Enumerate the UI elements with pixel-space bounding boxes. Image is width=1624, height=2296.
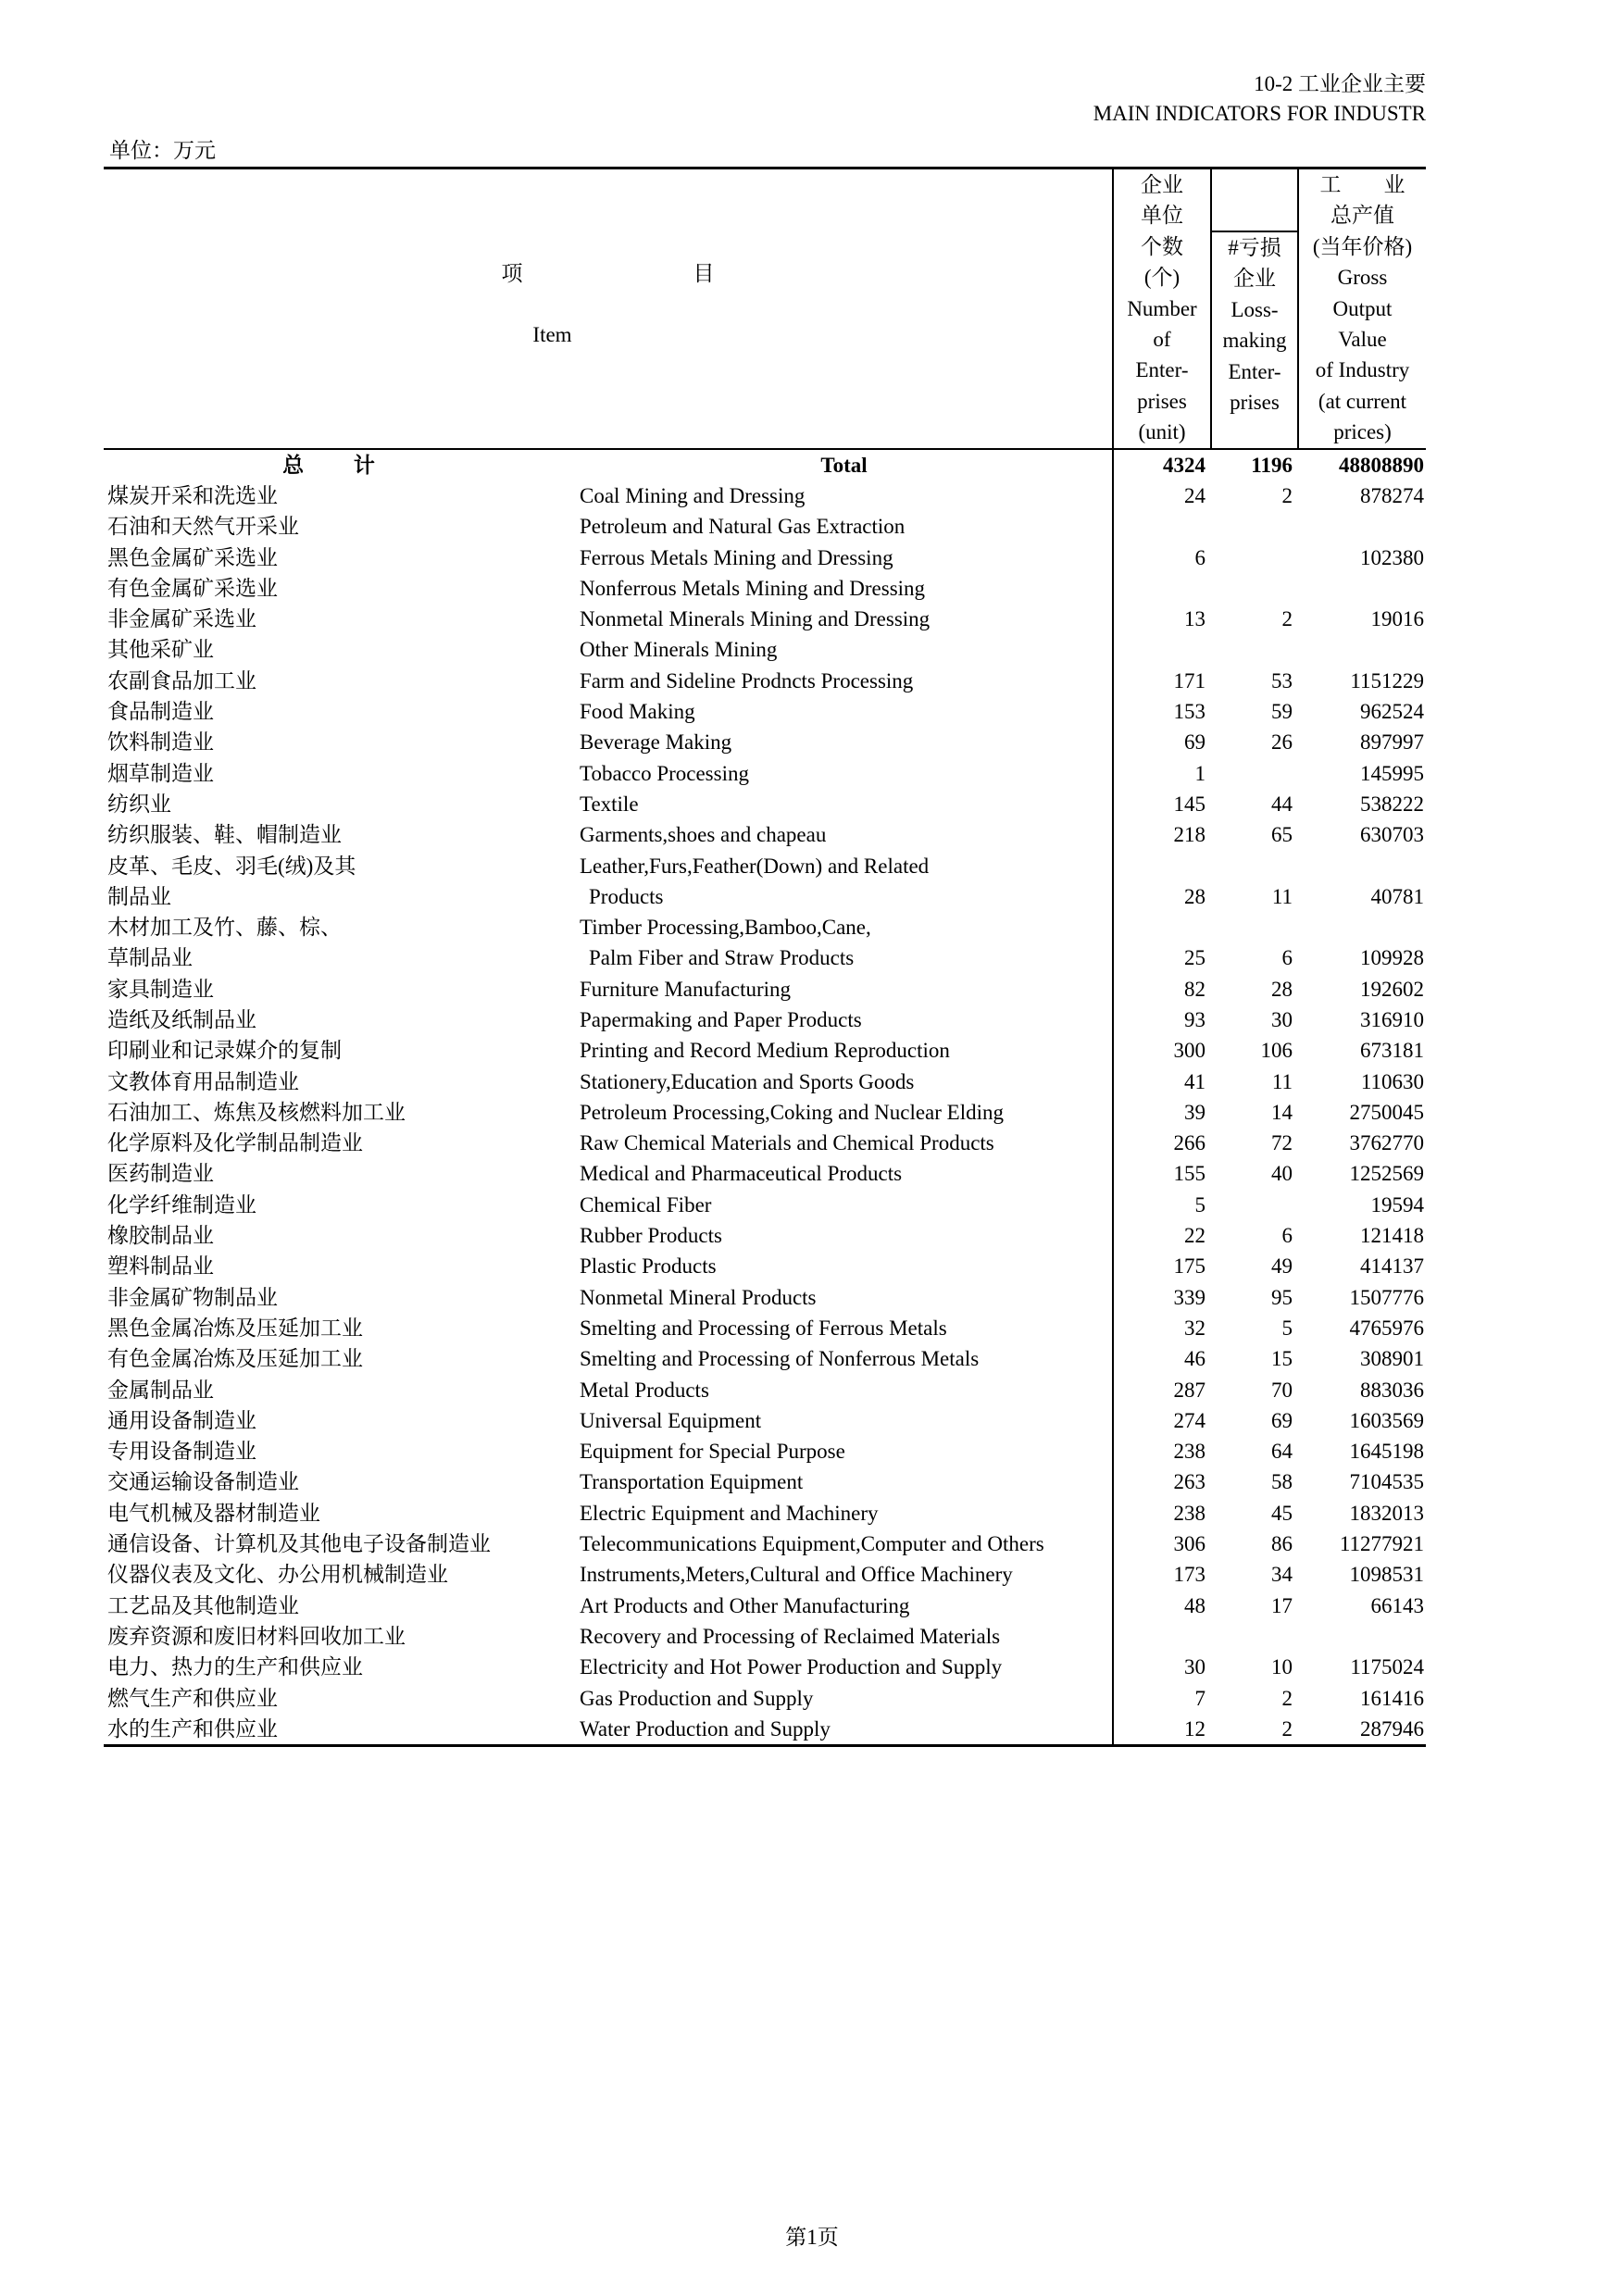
row-item-cn: 文教体育用品制造业 — [107, 1069, 299, 1093]
row-item-en: Chemical Fiber — [576, 1190, 1113, 1220]
header-gross-output-line: (当年价格) — [1312, 234, 1413, 258]
row-loss-making: 5 — [1281, 1316, 1293, 1340]
table-row — [104, 789, 1426, 819]
header-loss-making-line: #亏损 — [1228, 236, 1281, 259]
row-item-en: Recovery and Processing of Reclaimed Materials — [576, 1621, 1113, 1652]
row-gross-output: 1098531 — [1349, 1563, 1424, 1587]
row-item-cn: 电力、热力的生产和供应业 — [107, 1655, 363, 1679]
header-loss-making — [1211, 168, 1298, 449]
row-enterprises: 4324 — [1163, 453, 1206, 477]
row-loss-making: 11 — [1271, 1069, 1293, 1093]
row-item-en: Electric Equipment and Machinery — [576, 1498, 1113, 1529]
row-gross-output: 161416 — [1360, 1686, 1424, 1710]
row-enterprises: 263 — [1173, 1470, 1206, 1494]
row-item-cn: 化学原料及化学制品制造业 — [107, 1131, 363, 1155]
row-item-en: Palm Fiber and Straw Products — [576, 942, 1113, 973]
row-gross-output: 110630 — [1360, 1069, 1424, 1093]
row-loss-making: 2 — [1281, 1686, 1293, 1710]
row-enterprises: 175 — [1173, 1254, 1206, 1279]
row-enterprises: 155 — [1173, 1162, 1206, 1186]
row-gross-output: 3762770 — [1349, 1131, 1424, 1155]
row-item-en: Art Products and Other Manufacturing — [576, 1591, 1113, 1621]
row-loss-making: 15 — [1271, 1347, 1293, 1371]
header-gross-output-line: 总产值 — [1330, 204, 1394, 228]
row-gross-output: 287946 — [1298, 1714, 1426, 1746]
row-loss-making: 40 — [1271, 1162, 1293, 1186]
row-loss-making: 2 — [1281, 483, 1293, 507]
header-item — [104, 168, 1113, 449]
row-gross-output: 19594 — [1370, 1192, 1424, 1217]
table-row — [104, 1498, 1426, 1529]
row-enterprises — [1113, 1621, 1211, 1652]
row-loss-making: 28 — [1271, 977, 1293, 1001]
row-loss-making: 65 — [1271, 823, 1293, 847]
row-gross-output: 1507776 — [1349, 1285, 1424, 1309]
row-item-cn: 纺织服装、鞋、帽制造业 — [107, 823, 342, 847]
row-gross-output: 11277921 — [1339, 1532, 1424, 1556]
row-item-en: Medical and Pharmaceutical Products — [576, 1158, 1113, 1189]
header-gross-output-line: of Industry — [1315, 358, 1410, 382]
row-item-en: Transportation Equipment — [576, 1466, 1113, 1497]
row-enterprises: 12 — [1113, 1714, 1211, 1746]
row-loss-making: 59 — [1271, 700, 1293, 724]
indicators-table — [104, 167, 1426, 1747]
table-row — [104, 511, 1426, 542]
row-item-en: Printing and Record Medium Reproduction — [576, 1035, 1113, 1066]
row-loss-making — [1211, 912, 1298, 942]
header-gross-output-line: (at current — [1318, 389, 1407, 413]
table-row — [104, 604, 1426, 634]
header-loss-making-line: Loss- — [1230, 297, 1279, 321]
header-enterprises-line: (unit) — [1138, 420, 1186, 444]
row-gross-output: 673181 — [1360, 1039, 1424, 1063]
table-row — [104, 666, 1426, 696]
row-item-en: Metal Products — [576, 1375, 1113, 1405]
row-loss-making: 11 — [1271, 884, 1293, 908]
row-loss-making: 1196 — [1251, 453, 1293, 477]
table-row — [104, 1313, 1426, 1343]
row-item-cn: 黑色金属冶炼及压延加工业 — [107, 1316, 363, 1340]
table-row — [104, 1343, 1426, 1374]
row-enterprises: 48 — [1184, 1593, 1206, 1617]
row-item-cn: 通用设备制造业 — [107, 1408, 256, 1432]
row-loss-making — [1211, 758, 1298, 789]
row-enterprises: 22 — [1184, 1224, 1206, 1248]
row-gross-output: 66143 — [1370, 1593, 1424, 1617]
row-gross-output: 1252569 — [1349, 1162, 1424, 1186]
row-enterprises: 93 — [1184, 1008, 1206, 1031]
header-loss-making-line: Enter- — [1228, 359, 1281, 383]
row-gross-output: 1645198 — [1349, 1440, 1424, 1464]
table-row — [104, 912, 1426, 942]
table-row — [104, 942, 1426, 973]
table-row — [104, 1591, 1426, 1621]
row-enterprises: 13 — [1184, 607, 1206, 631]
header-loss-making-line: prises — [1230, 391, 1280, 415]
row-item-cn: 纺织业 — [107, 792, 171, 816]
table-row — [104, 1251, 1426, 1281]
row-enterprises — [1113, 851, 1211, 881]
row-item-en: Rubber Products — [576, 1220, 1113, 1251]
total-row — [104, 449, 1426, 480]
row-enterprises: 171 — [1173, 668, 1206, 693]
table-row — [104, 1035, 1426, 1066]
header-enterprises-line: of — [1153, 328, 1171, 352]
header-enterprises-line: 个数 — [1141, 234, 1183, 258]
header-enterprises-line: Number — [1127, 296, 1197, 320]
row-loss-making: 106 — [1260, 1039, 1293, 1063]
row-item-en: Other Minerals Mining — [576, 634, 1113, 665]
table-row — [104, 573, 1426, 604]
row-enterprises: 173 — [1173, 1563, 1206, 1587]
row-loss-making: 49 — [1271, 1254, 1293, 1279]
row-item-cn: 石油加工、炼焦及核燃料加工业 — [107, 1100, 406, 1124]
row-item-en: Farm and Sideline Prodncts Processing — [576, 666, 1113, 696]
row-loss-making: 44 — [1271, 792, 1293, 816]
table-row — [104, 1220, 1426, 1251]
row-item-cn: 橡胶制品业 — [107, 1224, 214, 1248]
row-gross-output: 121418 — [1360, 1224, 1424, 1248]
row-gross-output: 40781 — [1370, 884, 1424, 908]
header-gross-output-line: Value — [1338, 328, 1387, 352]
table-row — [104, 1683, 1426, 1714]
row-item-cn: 有色金属矿采选业 — [107, 576, 278, 600]
row-item-cn: 有色金属冶炼及压延加工业 — [107, 1347, 363, 1371]
row-item-cn: 医药制造业 — [107, 1162, 214, 1186]
row-gross-output: 878274 — [1360, 483, 1424, 507]
row-enterprises: 46 — [1184, 1347, 1206, 1371]
row-item-en: Products — [576, 881, 1113, 912]
row-loss-making: 6 — [1281, 1224, 1293, 1248]
row-item-cn: 石油和天然气开采业 — [107, 515, 299, 539]
row-item-en: Equipment for Special Purpose — [576, 1436, 1113, 1466]
table-row — [104, 727, 1426, 757]
row-gross-output: 308901 — [1360, 1347, 1424, 1371]
row-enterprises: 145 — [1173, 792, 1206, 816]
row-item-cn: 家具制造业 — [107, 977, 214, 1001]
table-row — [104, 1405, 1426, 1436]
row-gross-output: 630703 — [1360, 823, 1424, 847]
row-gross-output: 145995 — [1360, 761, 1424, 785]
row-item-cn: 通信设备、计算机及其他电子设备制造业 — [107, 1532, 491, 1556]
row-enterprises: 7 — [1194, 1686, 1206, 1710]
row-item-cn: 煤炭开采和洗选业 — [107, 483, 278, 507]
row-enterprises — [1113, 634, 1211, 665]
table-row — [104, 1158, 1426, 1189]
row-item-en: Nonmetal Minerals Mining and Dressing — [576, 604, 1113, 634]
table-row — [104, 634, 1426, 665]
table-row — [104, 1621, 1426, 1652]
row-gross-output: 883036 — [1360, 1378, 1424, 1402]
row-item-en: Garments,shoes and chapeau — [576, 819, 1113, 850]
row-gross-output — [1298, 511, 1426, 542]
row-item-cn: 工艺品及其他制造业 — [107, 1593, 299, 1617]
row-item-cn: 总 计 — [282, 453, 397, 477]
row-item-en: Electricity and Hot Power Production and Supply — [576, 1652, 1113, 1682]
row-item-en: Food Making — [576, 696, 1113, 727]
row-loss-making: 45 — [1271, 1501, 1293, 1525]
row-item-en: Raw Chemical Materials and Chemical Products — [576, 1128, 1113, 1158]
row-item-cn: 食品制造业 — [107, 700, 214, 724]
row-gross-output: 102380 — [1360, 545, 1424, 569]
row-gross-output: 48808890 — [1339, 453, 1424, 477]
row-gross-output: 19016 — [1370, 607, 1424, 631]
row-item-cn: 皮革、毛皮、羽毛(绒)及其 — [107, 854, 356, 878]
row-item-cn: 造纸及纸制品业 — [107, 1008, 256, 1031]
row-enterprises — [1113, 573, 1211, 604]
row-gross-output: 538222 — [1360, 792, 1424, 816]
row-enterprises: 266 — [1173, 1131, 1206, 1155]
row-loss-making: 69 — [1271, 1408, 1293, 1432]
table-row — [104, 1128, 1426, 1158]
table-row — [104, 974, 1426, 1004]
header-gross-output — [1298, 168, 1426, 449]
row-gross-output: 1603569 — [1349, 1408, 1424, 1432]
row-loss-making: 58 — [1271, 1470, 1293, 1494]
row-item-en: Total — [576, 449, 1113, 480]
row-item-cn: 草制品业 — [107, 946, 193, 970]
table-row — [104, 1436, 1426, 1466]
table-row — [104, 758, 1426, 789]
header-enterprises-line: Enter- — [1135, 358, 1189, 382]
row-gross-output: 414137 — [1360, 1254, 1424, 1279]
statistical-table-sheet — [104, 67, 1426, 2196]
row-item-cn: 水的生产和供应业 — [104, 1714, 576, 1746]
row-loss-making — [1211, 634, 1298, 665]
row-loss-making: 17 — [1271, 1593, 1293, 1617]
row-enterprises — [1113, 912, 1211, 942]
unit-label: 单位：万元 — [109, 139, 216, 162]
row-item-cn: 木材加工及竹、藤、棕、 — [107, 916, 342, 940]
row-enterprises: 300 — [1173, 1039, 1206, 1063]
header-enterprises-line: (个) — [1143, 266, 1181, 290]
row-item-cn: 农副食品加工业 — [107, 668, 256, 693]
row-enterprises: 69 — [1184, 730, 1206, 755]
row-gross-output — [1298, 851, 1426, 881]
row-gross-output: 897997 — [1360, 730, 1424, 755]
row-loss-making: 6 — [1281, 946, 1293, 970]
row-gross-output: 316910 — [1360, 1008, 1424, 1031]
row-gross-output: 1175024 — [1350, 1655, 1424, 1679]
row-item-en: Instruments,Meters,Cultural and Office Machinery — [576, 1559, 1113, 1590]
row-enterprises: 274 — [1173, 1408, 1206, 1432]
row-loss-making — [1211, 511, 1298, 542]
table-row — [104, 696, 1426, 727]
table-row — [104, 543, 1426, 573]
row-enterprises: 5 — [1194, 1192, 1206, 1217]
row-loss-making: 53 — [1271, 668, 1293, 693]
row-item-cn: 专用设备制造业 — [107, 1440, 256, 1464]
row-item-en: Petroleum Processing,Coking and Nuclear Elding — [576, 1097, 1113, 1128]
row-item-cn: 印刷业和记录媒介的复制 — [107, 1039, 342, 1063]
row-enterprises: 218 — [1173, 823, 1206, 847]
table-row — [104, 1097, 1426, 1128]
row-item-en: Ferrous Metals Mining and Dressing — [576, 543, 1113, 573]
row-enterprises: 306 — [1173, 1532, 1206, 1556]
row-gross-output — [1298, 634, 1426, 665]
row-item-cn: 非金属矿物制品业 — [107, 1285, 278, 1309]
row-item-cn: 塑料制品业 — [107, 1254, 214, 1279]
row-gross-output: 962524 — [1360, 700, 1424, 724]
row-enterprises: 39 — [1184, 1100, 1206, 1124]
row-loss-making — [1211, 851, 1298, 881]
row-enterprises: 30 — [1184, 1655, 1206, 1679]
row-enterprises: 82 — [1184, 977, 1206, 1001]
table-row — [104, 881, 1426, 912]
row-loss-making: 70 — [1271, 1378, 1293, 1402]
table-row — [104, 1466, 1426, 1497]
row-item-en: Tobacco Processing — [576, 758, 1113, 789]
row-item-en: Smelting and Processing of Nonferrous Metals — [576, 1343, 1113, 1374]
row-enterprises: 1 — [1194, 761, 1206, 785]
row-enterprises: 153 — [1173, 700, 1206, 724]
row-item-cn: 饮料制造业 — [107, 730, 214, 755]
table-row — [104, 1652, 1426, 1682]
row-item-cn: 黑色金属矿采选业 — [107, 545, 278, 569]
row-loss-making — [1211, 543, 1298, 573]
row-enterprises — [1113, 511, 1211, 542]
row-item-cn: 电气机械及器材制造业 — [107, 1501, 320, 1525]
row-loss-making: 64 — [1271, 1440, 1293, 1464]
header-item-cn: 项 目 — [501, 262, 715, 285]
table-row — [104, 851, 1426, 881]
table-title-en: MAIN INDICATORS FOR INDUSTR — [1093, 102, 1426, 125]
row-enterprises: 6 — [1194, 545, 1206, 569]
page-footer: 第1页 — [785, 2226, 839, 2249]
row-item-cn: 其他采矿业 — [107, 638, 214, 662]
row-enterprises: 287 — [1173, 1378, 1206, 1402]
row-item-en: Petroleum and Natural Gas Extraction — [576, 511, 1113, 542]
row-loss-making: 2 — [1211, 1714, 1298, 1746]
row-loss-making: 26 — [1271, 730, 1293, 755]
row-item-cn: 废弃资源和废旧材料回收加工业 — [107, 1624, 406, 1648]
row-item-en: Smelting and Processing of Ferrous Metals — [576, 1313, 1113, 1343]
row-enterprises: 25 — [1184, 946, 1206, 970]
row-enterprises: 24 — [1184, 483, 1206, 507]
row-loss-making: 95 — [1271, 1285, 1293, 1309]
header-enterprises-line: 企业 — [1141, 173, 1183, 196]
row-item-en: Plastic Products — [576, 1251, 1113, 1281]
header-gross-output-line: 工 业 — [1319, 173, 1405, 196]
row-loss-making — [1211, 1190, 1298, 1220]
row-gross-output — [1298, 912, 1426, 942]
row-loss-making: 72 — [1271, 1131, 1293, 1155]
row-gross-output: 1151229 — [1350, 668, 1424, 693]
row-enterprises: 41 — [1184, 1069, 1206, 1093]
row-enterprises: 339 — [1173, 1285, 1206, 1309]
row-item-en: Water Production and Supply — [576, 1714, 1113, 1746]
row-loss-making: 34 — [1271, 1563, 1293, 1587]
row-item-en: Stationery,Education and Sports Goods — [576, 1067, 1113, 1097]
table-row — [104, 480, 1426, 511]
header-loss-making-line: making — [1222, 329, 1287, 353]
row-item-cn: 制品业 — [107, 884, 171, 908]
row-gross-output: 109928 — [1360, 946, 1424, 970]
row-item-en: Furniture Manufacturing — [576, 974, 1113, 1004]
header-enterprises-line: prises — [1137, 389, 1187, 413]
row-item-cn: 化学纤维制造业 — [107, 1192, 256, 1217]
row-gross-output: 4765976 — [1349, 1316, 1424, 1340]
row-loss-making: 14 — [1271, 1100, 1293, 1124]
row-item-en: Nonmetal Mineral Products — [576, 1282, 1113, 1313]
header-gross-output-line: prices) — [1333, 420, 1392, 444]
row-gross-output: 1832013 — [1349, 1501, 1424, 1525]
row-item-en: Gas Production and Supply — [576, 1683, 1113, 1714]
row-enterprises: 238 — [1173, 1501, 1206, 1525]
header-gross-output-line: Output — [1332, 296, 1393, 320]
row-loss-making: 30 — [1271, 1008, 1293, 1031]
row-item-en: Nonferrous Metals Mining and Dressing — [576, 573, 1113, 604]
header-item-en: Item — [532, 323, 572, 346]
row-item-en: Leather,Furs,Feather(Down) and Related — [576, 851, 1113, 881]
table-row — [104, 819, 1426, 850]
header-enterprises-line: 单位 — [1141, 204, 1183, 228]
row-loss-making: 2 — [1281, 607, 1293, 631]
row-loss-making — [1211, 573, 1298, 604]
row-item-en: Coal Mining and Dressing — [576, 480, 1113, 511]
row-item-cn: 仪器仪表及文化、办公用机械制造业 — [107, 1563, 448, 1587]
row-enterprises: 238 — [1173, 1440, 1206, 1464]
row-item-cn: 交通运输设备制造业 — [107, 1470, 299, 1494]
header-enterprises — [1113, 168, 1211, 449]
row-item-en: Papermaking and Paper Products — [576, 1004, 1113, 1035]
table-row — [104, 1529, 1426, 1559]
table-title-cn: 10-2 工业企业主要 — [1254, 72, 1426, 95]
row-gross-output — [1298, 1621, 1426, 1652]
row-item-cn: 燃气生产和供应业 — [107, 1686, 278, 1710]
row-gross-output: 7104535 — [1349, 1470, 1424, 1494]
table-row — [104, 1067, 1426, 1097]
row-item-cn: 金属制品业 — [107, 1378, 214, 1402]
row-gross-output: 192602 — [1360, 977, 1424, 1001]
row-gross-output: 2750045 — [1349, 1100, 1424, 1124]
table-row — [104, 1559, 1426, 1590]
table-row — [104, 1282, 1426, 1313]
row-item-en: Timber Processing,Bamboo,Cane, — [576, 912, 1113, 942]
row-loss-making: 10 — [1271, 1655, 1293, 1679]
row-item-en: Textile — [576, 789, 1113, 819]
row-gross-output — [1298, 573, 1426, 604]
row-item-en: Universal Equipment — [576, 1405, 1113, 1436]
header-gross-output-line: Gross — [1337, 266, 1388, 290]
table-row — [104, 1004, 1426, 1035]
row-item-en: Beverage Making — [576, 727, 1113, 757]
header-loss-making-line: 企业 — [1233, 267, 1276, 291]
table-row — [104, 1375, 1426, 1405]
row-item-cn: 烟草制造业 — [107, 761, 214, 785]
row-enterprises: 28 — [1184, 884, 1206, 908]
row-loss-making — [1211, 1621, 1298, 1652]
row-item-cn: 非金属矿采选业 — [107, 607, 256, 631]
row-item-en: Telecommunications Equipment,Computer and Others — [576, 1529, 1113, 1559]
row-loss-making: 86 — [1271, 1532, 1293, 1556]
table-row — [104, 1714, 1426, 1746]
table-row — [104, 1190, 1426, 1220]
row-enterprises: 32 — [1184, 1316, 1206, 1340]
